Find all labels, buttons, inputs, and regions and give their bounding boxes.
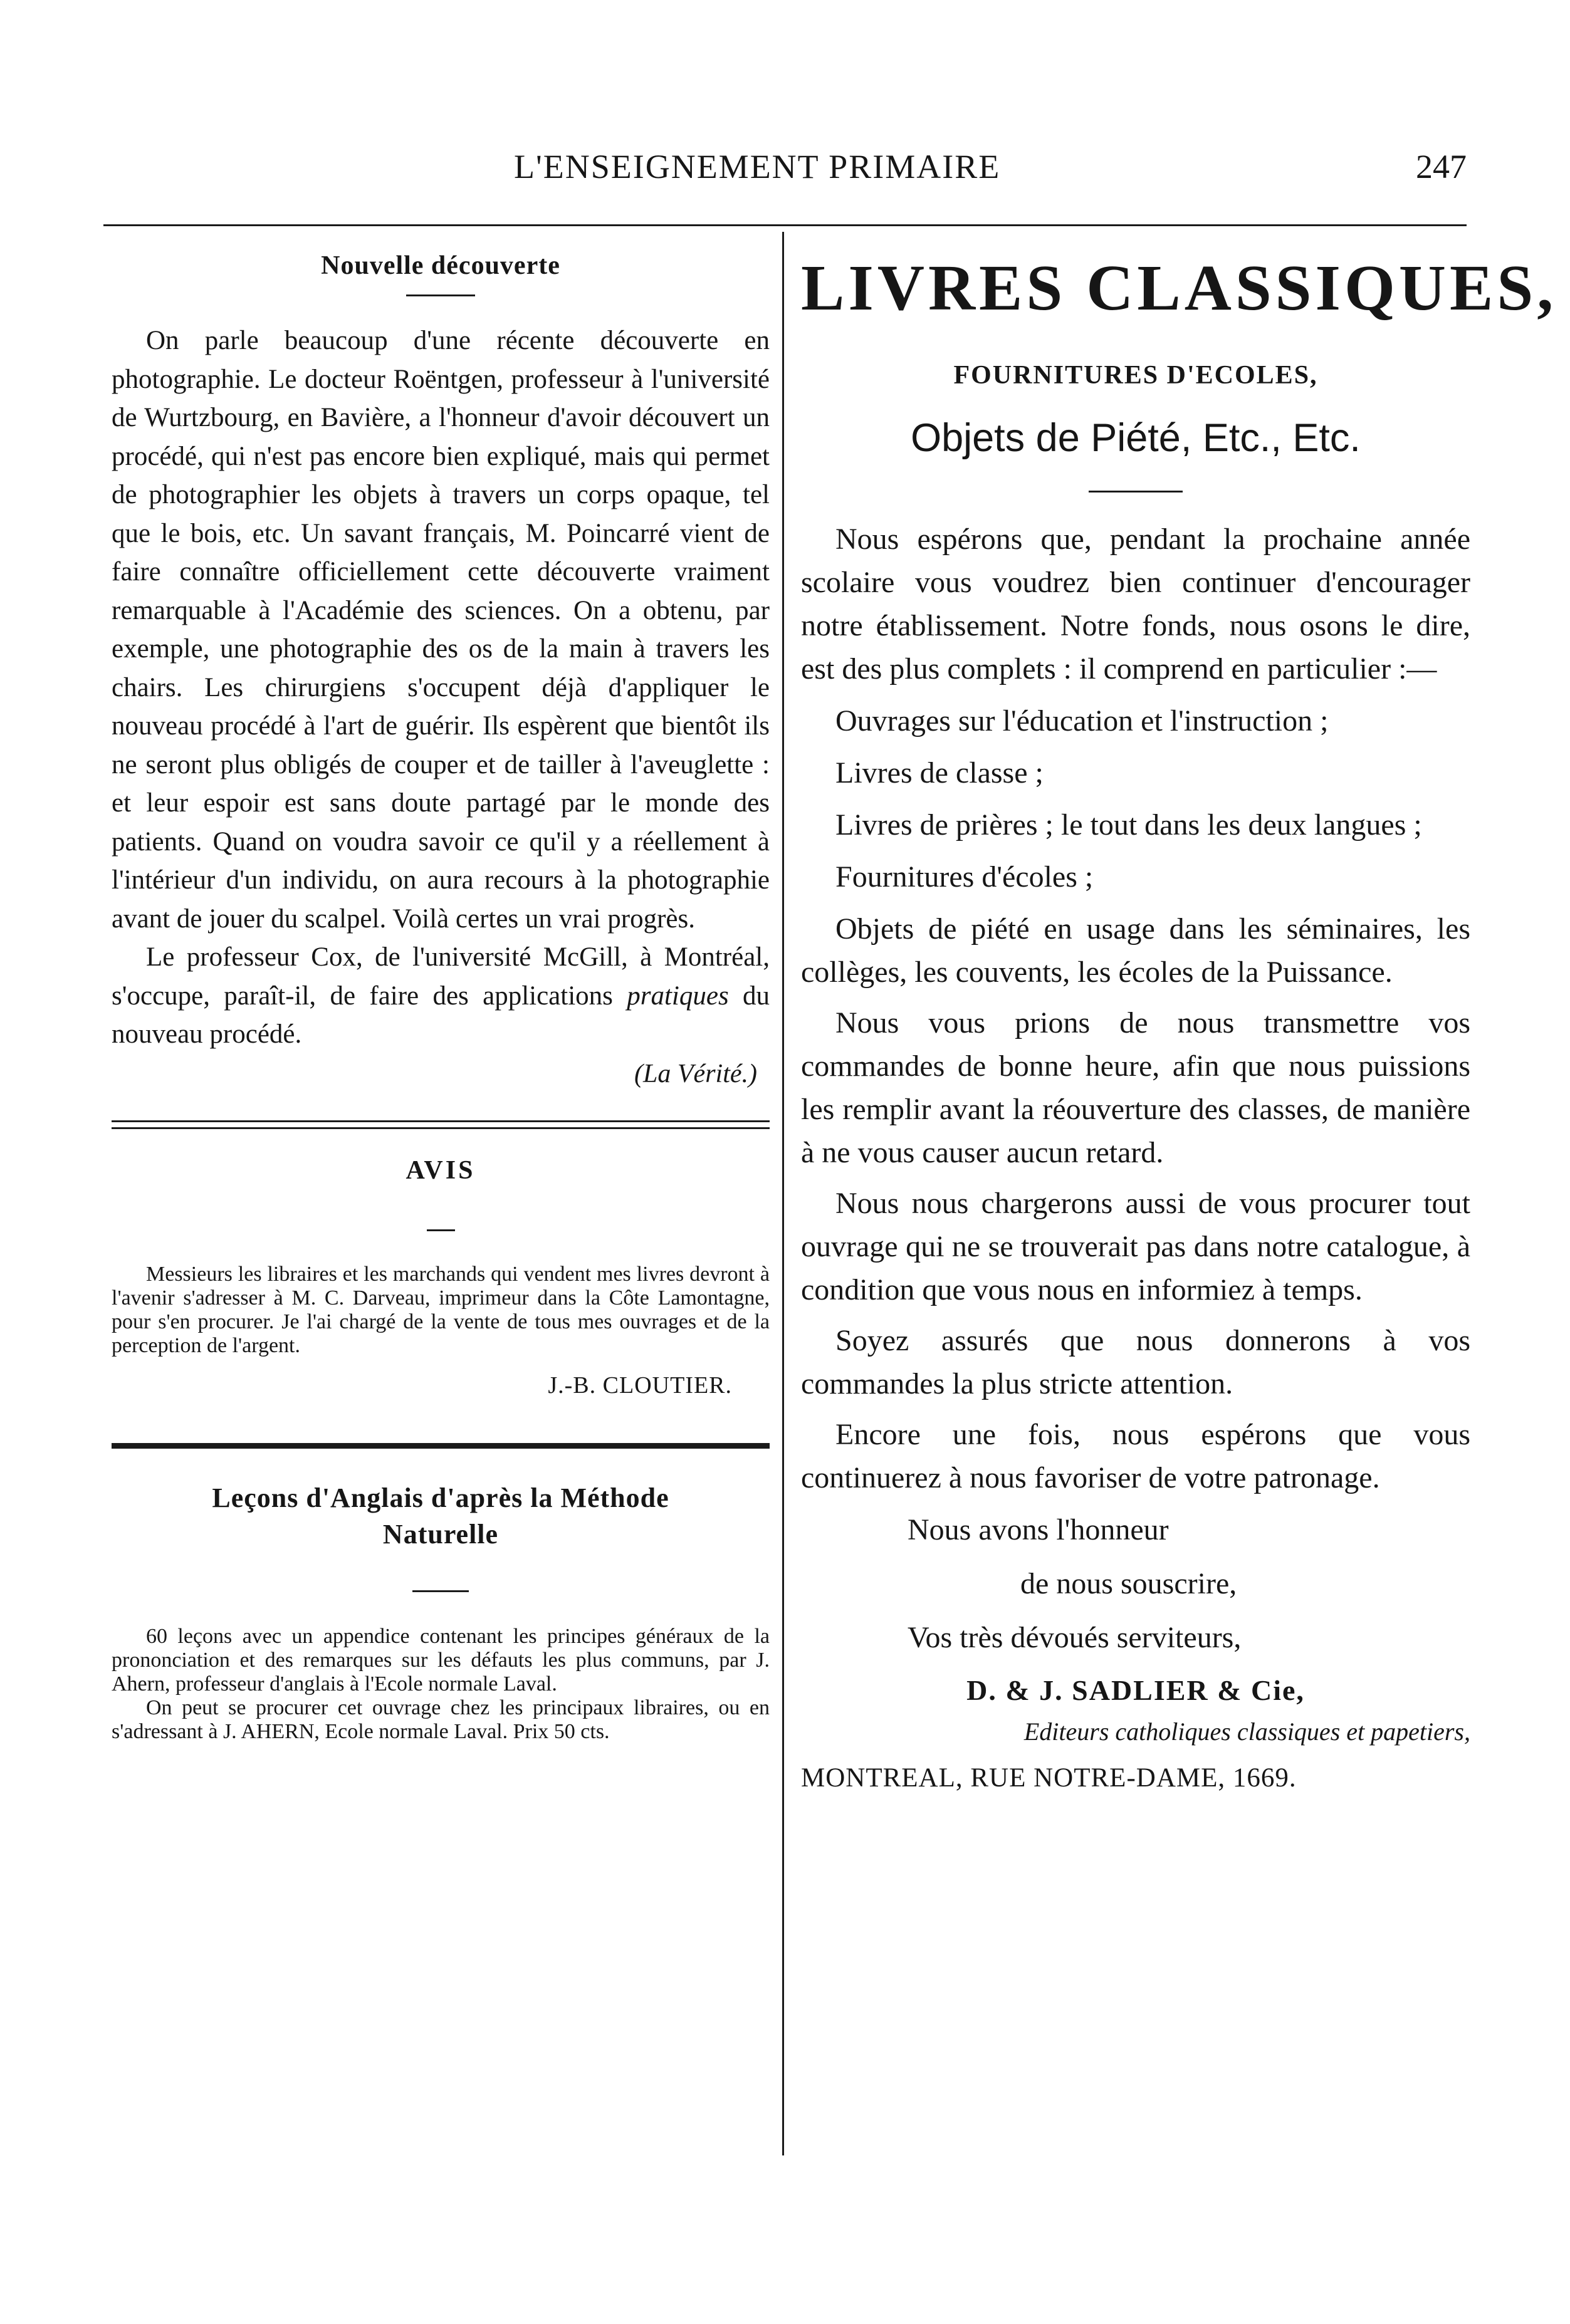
- article-avis: [112, 1155, 770, 1399]
- company-name: D. & J. SADLIER & Cie,: [966, 1674, 1305, 1706]
- heading-line: Naturelle: [382, 1518, 499, 1550]
- notice-signature: J.-B. CLOUTIER.: [548, 1372, 732, 1399]
- double-rule: [112, 1120, 770, 1129]
- short-rule: [406, 294, 475, 296]
- short-rule: [1089, 491, 1183, 492]
- company-address: MONTREAL, RUE NOTRE-DAME, 1669.: [801, 1763, 1297, 1793]
- list-item: Ouvrages sur l'éducation et l'instruction ;: [835, 704, 1329, 737]
- right-column: [801, 251, 1557, 1793]
- italic-word: pratiques: [627, 981, 729, 1011]
- page-number: 247: [1416, 148, 1467, 185]
- article-lecons-anglais: [112, 1480, 770, 1744]
- paragraph-text-end: du nouveau procédé.: [112, 981, 770, 1049]
- journal-title: L'ENSEIGNEMENT PRIMAIRE: [514, 148, 1001, 185]
- list-item: Objets de piété en usage dans les séminaires, les collèges, les couvents, les écoles de la Puissance.: [801, 912, 1470, 989]
- advert-paragraph: Nous nous chargerons aussi de vous procurer tout ouvrage qui ne se trouverait pas dans notre catalogue, à condition que vous nous en informiez à temps.: [801, 1187, 1470, 1306]
- advert-paragraph: Soyez assurés que nous donnerons à vos commandes la plus stricte attention.: [801, 1324, 1470, 1400]
- lessons-availability: On peut se procurer cet ouvrage chez les principaux libraires, ou en s'adressant à J. AHERN, Ecole normale Laval. Prix 50 cts.: [112, 1696, 770, 1743]
- list-item: Livres de prières ; le tout dans les deux langues ;: [835, 808, 1422, 842]
- left-column: [112, 251, 770, 1744]
- thick-rule: [112, 1443, 770, 1449]
- article-paragraph: On parle beaucoup d'une récente découverte en photographie. Le docteur Roëntgen, professeur à l'université de Wurtzbourg, en Bavière, a l'honneur d'avoir découvert un procédé, qui n'est pas encore bien expliqué, mais qui permet de photographier les objets à travers un corps opaque, tel que le bois, etc. Un savant français, M. Poincarré vient de faire connaître officiellement cette découverte vraiment remarquable à l'Académie des sciences. On a obtenu, par exemple, une photographie des os de la main à travers les chairs. Les chirurgiens s'occupent déjà d'appliquer le nouveau procédé à l'art de guérir. Ils espèrent que bientôt ils ne seront plus obligés de couper et de tailler à l'aveuglette : et leur espoir est sans doute partagé par le monde des patients. Quand on voudra savoir ce qu'il y a réellement à l'intérieur d'un individu, on aura recours à la photographie avant de jouer du scalpel. Voilà certes un vrai progrès.: [112, 326, 770, 934]
- closing-line: de nous souscrire,: [1020, 1567, 1237, 1600]
- company-description: Editeurs catholiques classiques et papetiers,: [1023, 1717, 1470, 1746]
- column-separator: [782, 232, 784, 2155]
- advert-title: LIVRES CLASSIQUES,: [801, 252, 1557, 324]
- notice-text: Messieurs les libraires et les marchands qui vendent mes livres devront à l'avenir s'adresser à M. C. Darveau, imprimeur dans la Côte Lamontagne, pour s'en procurer. Je l'ai chargé de la vente de tous mes ouvrages et de la perception de l'argent.: [112, 1262, 770, 1357]
- article-source: (La Vérité.): [634, 1059, 757, 1088]
- advert-subtitle-objets: Objets de Piété, Etc., Etc.: [911, 416, 1361, 460]
- lessons-description: 60 leçons avec un appendice contenant les principes généraux de la prononciation et des remarques sur les défauts les plus communs, par J. Ahern, professeur d'anglais à l'Ecole normale Laval.: [112, 1624, 770, 1696]
- running-head: [0, 147, 1570, 197]
- article-heading: Nouvelle découverte: [321, 251, 560, 280]
- advert-paragraph: Nous vous prions de nous transmettre vos commandes de bonne heure, afin que nous puissions les remplir avant la réouverture des classes, de manière à ne vous causer aucun retard.: [801, 1006, 1470, 1169]
- paragraph-text: Le professeur Cox, de l'université McGill, à Montréal, s'occupe, paraît-il, de faire des applications: [112, 942, 770, 1011]
- closing-line: Vos très dévoués serviteurs,: [908, 1621, 1242, 1654]
- list-item: Livres de classe ;: [835, 756, 1044, 789]
- advert-subtitle: FOURNITURES D'ECOLES,: [953, 361, 1318, 390]
- article-heading: [112, 1480, 770, 1553]
- short-rule: [412, 1590, 469, 1592]
- short-rule: [427, 1229, 455, 1231]
- heading-line: Leçons d'Anglais d'après la Méthode: [212, 1482, 669, 1513]
- advert-paragraph: Encore une fois, nous espérons que vous continuerez à nous favoriser de votre patronage.: [801, 1418, 1470, 1494]
- article-paragraph: [112, 938, 770, 1054]
- list-item: Fournitures d'écoles ;: [835, 860, 1094, 894]
- advert-intro: Nous espérons que, pendant la prochaine année scolaire vous voudrez bien continuer d'encourager notre établissement. Notre fonds, nous osons le dire, est des plus complets : il comprend en particulier :—: [801, 523, 1470, 685]
- closing-line: Nous avons l'honneur: [908, 1513, 1169, 1546]
- article-nouvelle-decouverte: [112, 251, 770, 1089]
- article-heading: AVIS: [406, 1155, 476, 1185]
- header-rule: [103, 224, 1467, 226]
